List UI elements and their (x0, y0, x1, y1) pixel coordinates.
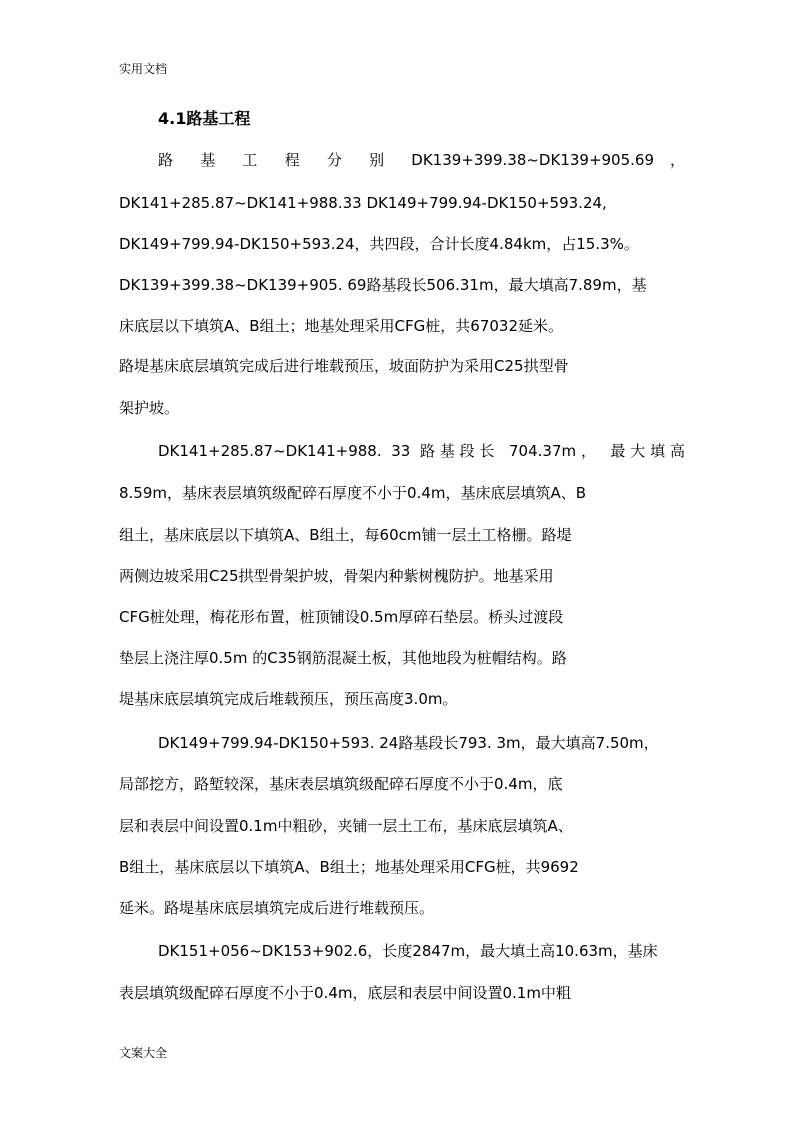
text-line: 堤基床底层填筑完成后堆载预压，预压高度3.0m。 (119, 690, 458, 708)
text-line: DK141+285.87~DK141+988. 33 路基段长 704.37m， 最大填高 (158, 442, 685, 460)
text-line: B组土，基床底层以下填筑A、B组土；地基处理采用CFG桩，共9692 (119, 858, 579, 876)
text-line: 延米。路堤基床底层填筑完成后进行堆载预压。 (119, 899, 435, 917)
text-line: DK149+799.94-DK150+593.24，共四段，合计长度4.84km，占15.3%。 (119, 235, 639, 253)
text-line: 表层填筑级配碎石厚度不小于0.4m，底层和表层中间设置0.1m中粗 (119, 984, 571, 1002)
text-line: 组土，基床底层以下填筑A、B组土，每60cm铺一层土工格栅。路堤 (119, 526, 572, 544)
text-line: 路 基 工 程 分 别 DK139+399.38~DK139+905.69 ， (158, 151, 685, 169)
text-line: DK141+285.87~DK141+988.33 DK149+799.94-DK150+593.24, (119, 194, 607, 212)
page-header: 实用文档 (119, 62, 168, 76)
text-line: 垫层上浇注厚0.5m 的C35钢筋混凝土板，其他地段为桩帽结构。路 (119, 649, 567, 667)
text-line: 层和表层中间设置0.1m中粗砂，夹铺一层土工布，基床底层填筑A、 (119, 817, 573, 835)
section-heading: 4.1路基工程 (158, 109, 251, 128)
text-line: 两侧边坡采用C25拱型骨架护坡，骨架内种紫树槐防护。地基采用 (119, 567, 554, 585)
text-line: DK149+799.94-DK150+593. 24路基段长793. 3m，最大填高7.50m， (158, 734, 659, 752)
text-line: 床底层以下填筑A、B组土；地基处理采用CFG桩，共67032延米。 (119, 317, 563, 335)
text-line: CFG桩处理，梅花形布置，桩顶铺设0.5m厚碎石垫层。桥头过渡段 (119, 608, 564, 626)
text-line: 8.59m，基床表层填筑级配碎石厚度不小于0.4m，基床底层填筑A、B (119, 484, 587, 502)
page-footer: 文案大全 (119, 1046, 168, 1060)
text-line: 路堤基床底层填筑完成后进行堆载预压，坡面防护为采用C25拱型骨 (119, 357, 569, 375)
text-line: DK139+399.38~DK139+905. 69路基段长506.31m，最大填高7.89m，基 (119, 276, 647, 294)
text-line: DK151+056~DK153+902.6，长度2847m，最大填土高10.63m，基床 (158, 942, 658, 960)
text-line: 局部挖方，路堑较深，基床表层填筑级配碎石厚度不小于0.4m，底 (119, 775, 563, 793)
text-line: 架护坡。 (119, 399, 180, 417)
